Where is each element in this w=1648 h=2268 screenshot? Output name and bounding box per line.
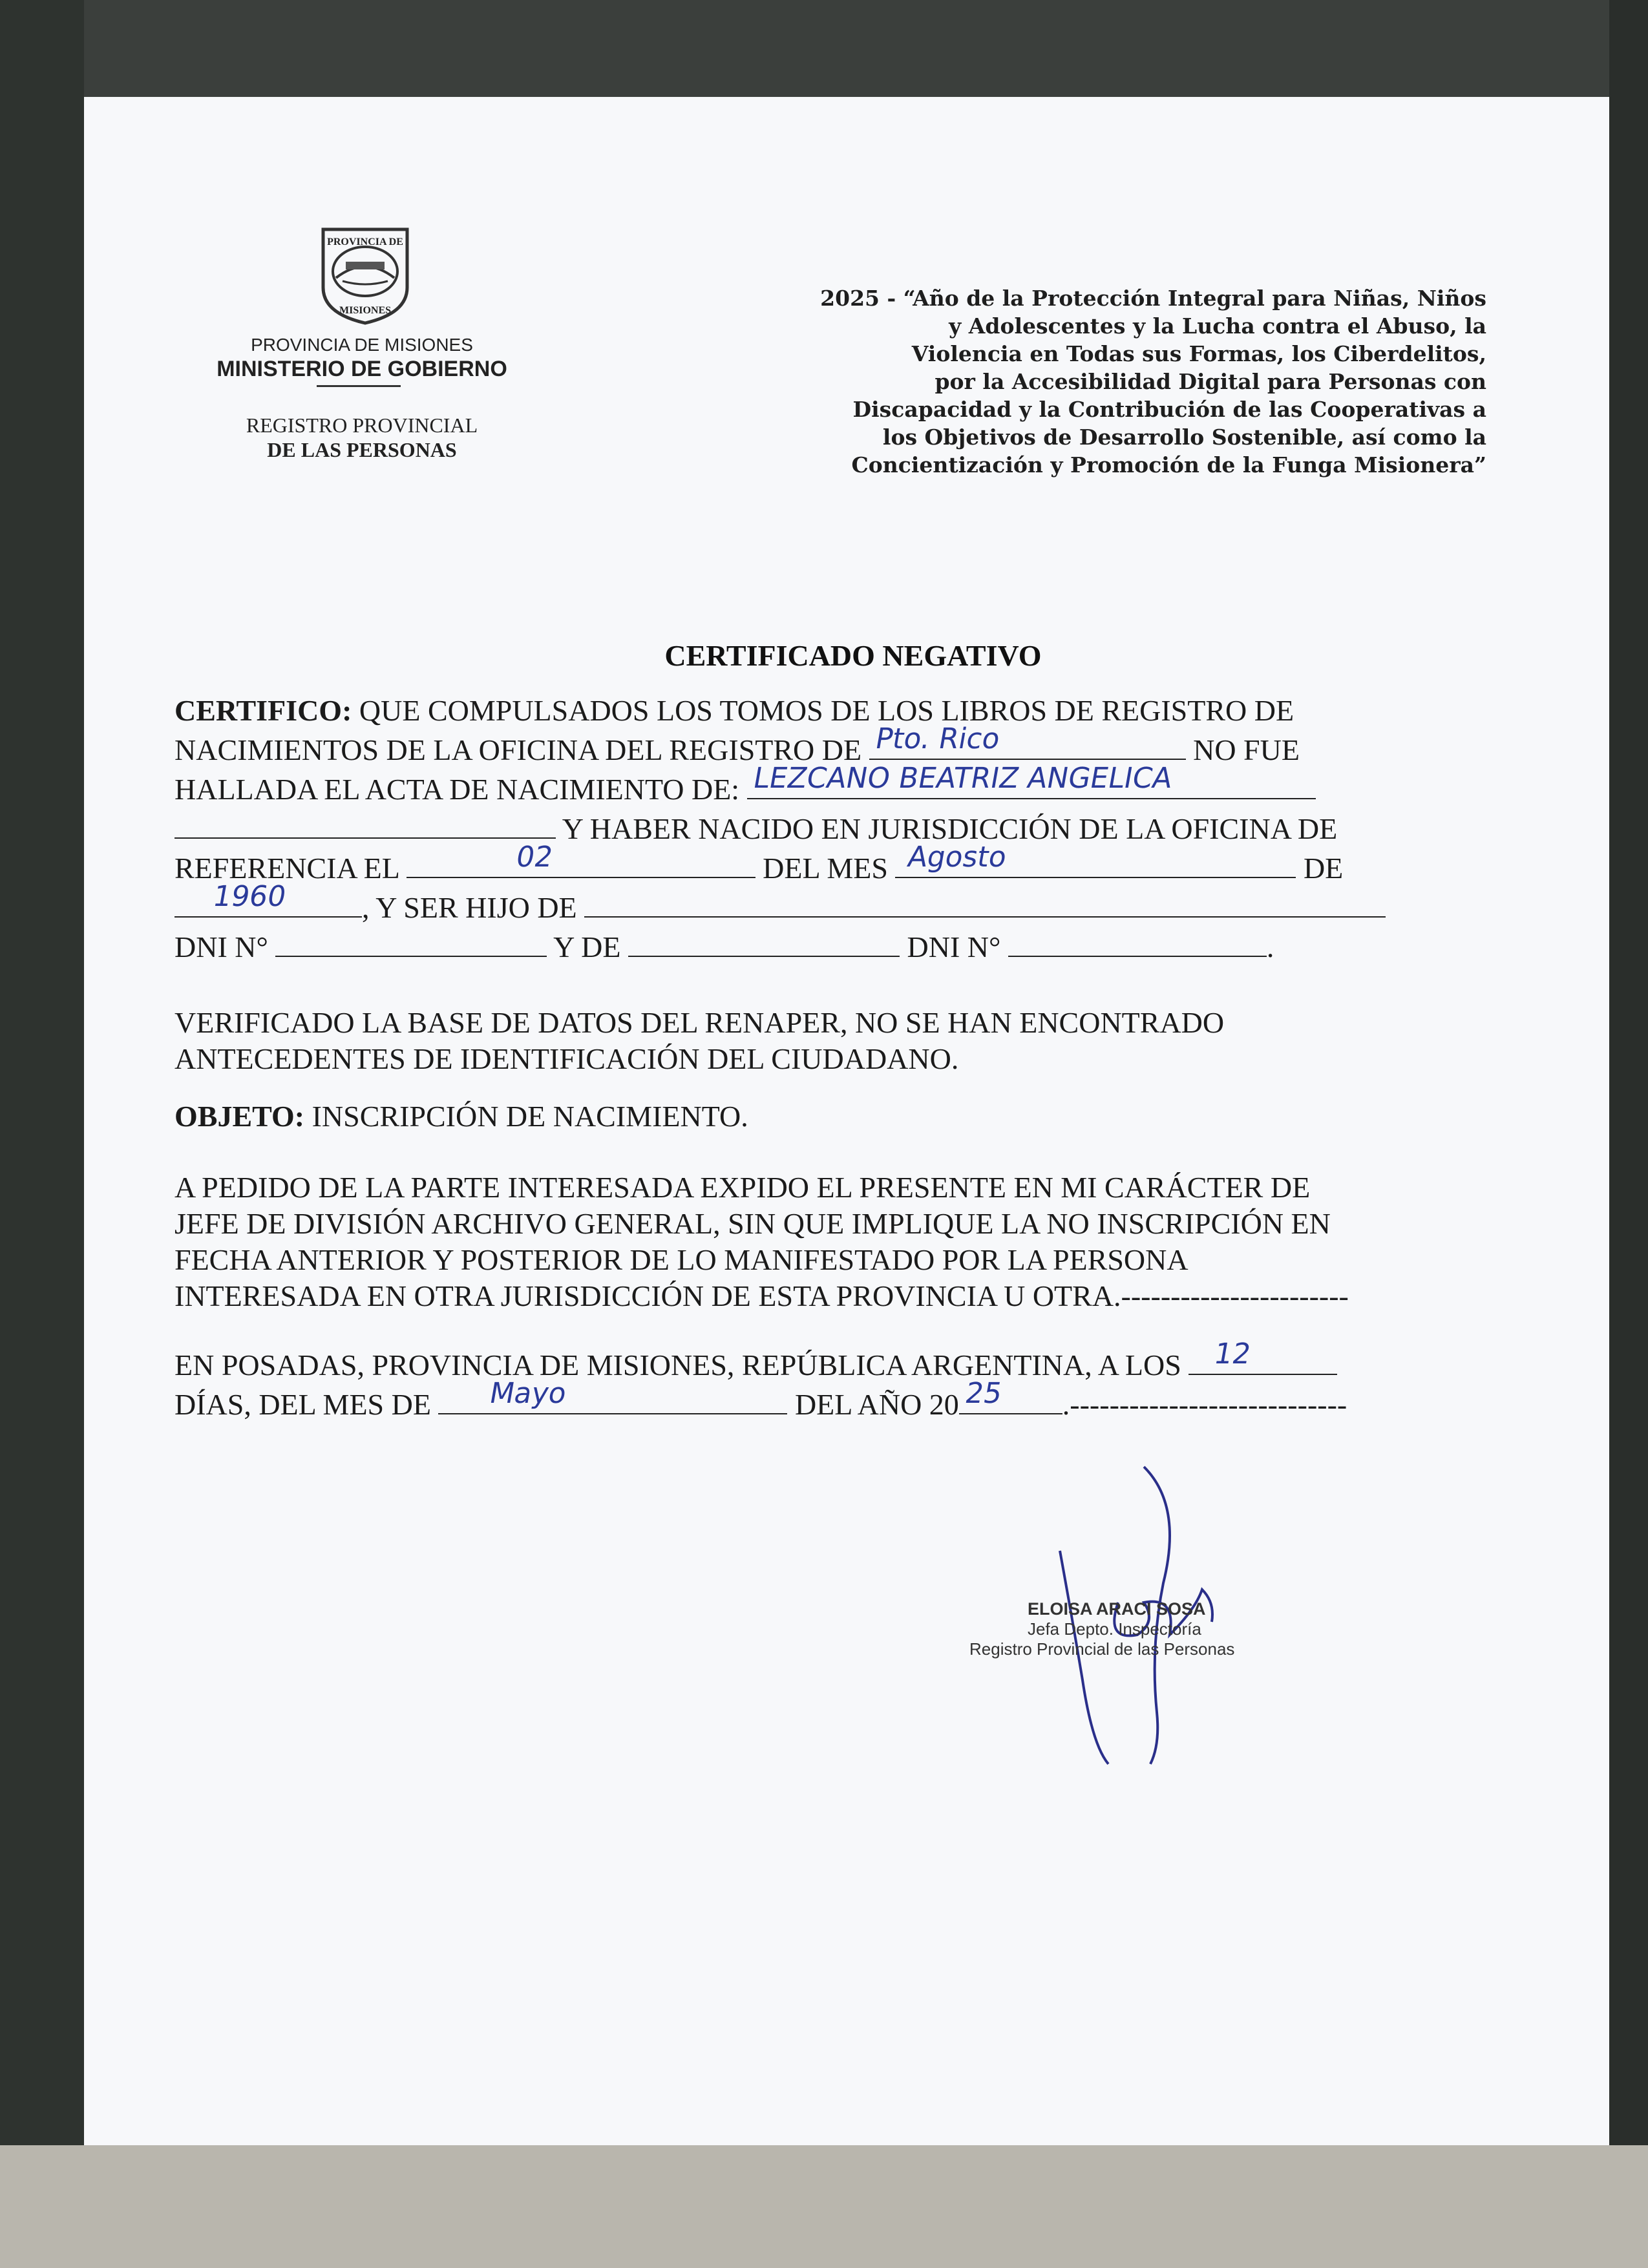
certifico-text: QUE COMPULSADOS LOS TOMOS DE LOS LIBROS DE REGISTRO DE	[359, 694, 1294, 727]
certifico-text: NO FUE	[1193, 733, 1300, 766]
scan-right-edge	[1609, 0, 1648, 2268]
document-title: CERTIFICADO NEGATIVO	[664, 639, 1042, 672]
certifico-text: DNI N°	[907, 930, 1001, 963]
certifico-text: , Y SER HIJO DE	[362, 891, 577, 924]
certifico-text: HALLADA EL ACTA DE NACIMIENTO DE:	[174, 773, 740, 806]
year-motto	[685, 284, 1486, 479]
padre-field	[584, 887, 1386, 918]
motto-line: por la Accesibilidad Digital para Personas con	[935, 369, 1486, 394]
motto-line: 2025 - “Año de la Protección Integral para Niñas, Niños	[820, 286, 1486, 311]
fecha-anio-handwritten: 25	[962, 1377, 1005, 1410]
registry-name-line2: DE LAS PERSONAS	[267, 438, 457, 461]
registry-name-line1: REGISTRO PROVINCIAL	[246, 414, 478, 437]
motto-line: Violencia en Todas sus Formas, los Ciberdelitos,	[911, 341, 1486, 366]
blank-field	[174, 808, 556, 839]
objeto-label: OBJETO:	[174, 1100, 305, 1133]
seal-text-top: PROVINCIA DE	[327, 236, 403, 247]
pedido-line: A PEDIDO DE LA PARTE INTERESADA EXPIDO EL PRESENTE EN MI CARÁCTER DE	[174, 1171, 1311, 1204]
ministry-name: MINISTERIO DE GOBIERNO	[217, 357, 507, 381]
pedido-paragraph	[174, 1170, 1467, 1314]
certifico-text: NACIMIENTOS DE LA OFICINA DEL REGISTRO DE	[174, 733, 862, 766]
nombre-handwritten: LEZCANO BEATRIZ ANGELICA	[750, 762, 1175, 795]
fecha-paragraph	[174, 1338, 1467, 1423]
fecha-mes-field	[438, 1377, 787, 1414]
fecha-dia-field	[1188, 1338, 1337, 1375]
pedido-line: JEFE DE DIVISIÓN ARCHIVO GENERAL, SIN QUE IMPLIQUE LA NO INSCRIPCIÓN EN	[174, 1207, 1331, 1240]
pedido-line: FECHA ANTERIOR Y POSTERIOR DE LO MANIFESTADO POR LA PERSONA	[174, 1243, 1188, 1276]
fecha-text: DÍAS, DEL MES DE	[174, 1388, 431, 1421]
dni-padre-field	[275, 926, 547, 957]
objeto-value: INSCRIPCIÓN DE NACIMIENTO.	[312, 1100, 748, 1133]
oficina-field	[869, 722, 1186, 760]
province-name: PROVINCIA DE MISIONES	[251, 335, 473, 355]
fecha-text: .----------------------------	[1062, 1388, 1347, 1421]
stamp-role: Jefa Depto. Inspectoría	[1028, 1619, 1201, 1639]
verificado-paragraph	[174, 1005, 1467, 1077]
fecha-dia-handwritten: 12	[1211, 1338, 1254, 1370]
stamp-name: ELOISA ARACI SOSA	[1028, 1599, 1206, 1619]
motto-line: Discapacidad y la Contribución de las Cooperativas a	[852, 397, 1486, 422]
motto-line: los Objetivos de Desarrollo Sostenible, así como la	[882, 425, 1486, 450]
certifico-text: .	[1266, 930, 1274, 963]
certifico-text: DEL MES	[763, 852, 888, 885]
fecha-mes-handwritten: Mayo	[487, 1377, 569, 1410]
anio-field	[174, 880, 362, 918]
certifico-paragraph	[174, 693, 1467, 965]
header-divider	[317, 385, 401, 387]
provincial-seal-icon	[310, 216, 420, 326]
dia-field	[407, 841, 755, 878]
certifico-text: DNI N°	[174, 930, 268, 963]
scan-left-edge	[0, 0, 84, 2268]
scan-bottom-edge	[0, 2145, 1648, 2268]
seal-text-bottom: MISIONES	[339, 305, 392, 316]
madre-field	[628, 926, 900, 957]
certifico-text: Y DE	[553, 930, 621, 963]
certifico-text: Y HABER NACIDO EN JURISDICCIÓN DE LA OFICINA DE	[562, 812, 1338, 845]
stamp-office: Registro Provincial de las Personas	[969, 1639, 1235, 1659]
dia-handwritten: 02	[513, 841, 556, 874]
motto-line: Concientización y Promoción de la Funga Misionera”	[851, 452, 1486, 478]
verificado-line: VERIFICADO LA BASE DE DATOS DEL RENAPER, NO SE HAN ENCONTRADO	[174, 1006, 1225, 1039]
nombre-field	[747, 762, 1316, 799]
oficina-handwritten: Pto. Rico	[872, 722, 1003, 755]
official-stamp	[969, 1599, 1357, 1659]
certifico-text: DE	[1303, 852, 1344, 885]
fecha-text: EN POSADAS, PROVINCIA DE MISIONES, REPÚBLICA ARGENTINA, A LOS	[174, 1349, 1181, 1381]
anio-handwritten: 1960	[210, 880, 289, 913]
mes-field	[895, 841, 1296, 878]
fecha-anio-field	[959, 1377, 1062, 1414]
verificado-line: ANTECEDENTES DE IDENTIFICACIÓN DEL CIUDADANO.	[174, 1042, 959, 1075]
mes-handwritten: Agosto	[905, 841, 1010, 874]
motto-line: y Adolescentes y la Lucha contra el Abuso, la	[949, 313, 1486, 339]
certifico-text: REFERENCIA EL	[174, 852, 399, 885]
certifico-label: CERTIFICO:	[174, 694, 352, 727]
dni-madre-field	[1008, 926, 1267, 957]
fecha-text: DEL AÑO 20	[794, 1388, 959, 1421]
objeto-paragraph	[174, 1098, 1467, 1135]
pedido-line: INTERESADA EN OTRA JURISDICCIÓN DE ESTA PROVINCIA U OTRA.-----------------------	[174, 1279, 1349, 1312]
